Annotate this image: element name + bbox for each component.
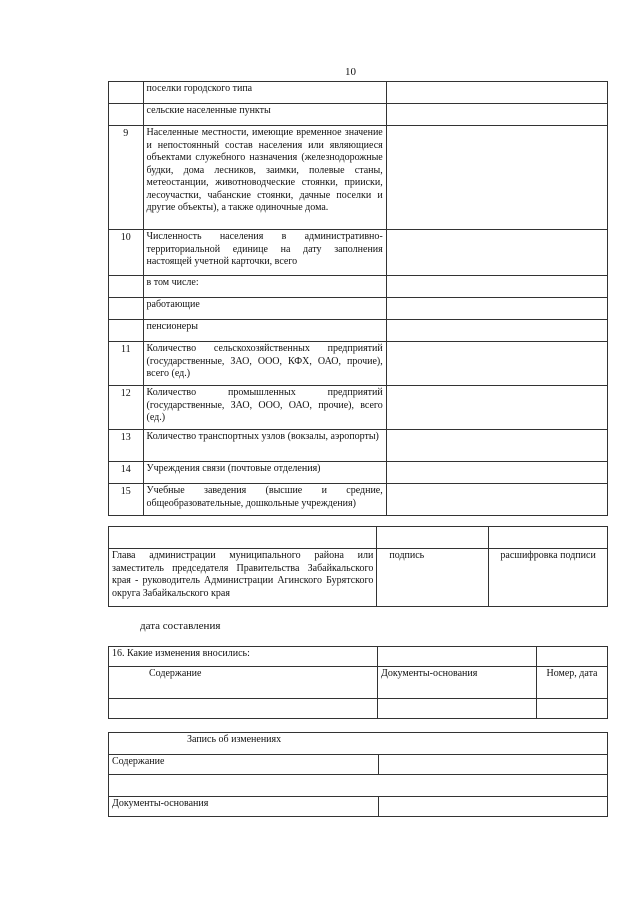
value-cell[interactable] <box>386 342 607 386</box>
table-row <box>109 320 608 342</box>
record-documents-value[interactable] <box>378 797 607 817</box>
value-cell[interactable] <box>386 82 607 104</box>
table-row <box>109 276 608 298</box>
change-record-table <box>108 732 608 817</box>
table-row <box>109 82 608 104</box>
row-number <box>109 104 144 126</box>
value-cell[interactable] <box>386 386 607 430</box>
row-text: Учебные заведения (высшие и средние, общеобразовательные, дошкольные учреждения) <box>143 484 386 516</box>
value-cell[interactable] <box>386 126 607 230</box>
table-row <box>109 484 608 516</box>
table-row <box>109 386 608 430</box>
table-row <box>109 126 608 230</box>
row-text: Учреждения связи (почтовые отделения) <box>143 462 386 484</box>
value-cell[interactable] <box>386 276 607 298</box>
table-row <box>109 430 608 462</box>
row-number: 15 <box>109 484 144 516</box>
row-text: работающие <box>143 298 386 320</box>
signature-label: подпись <box>377 549 489 607</box>
decoding-label: расшифровка подписи <box>489 549 608 607</box>
row-number <box>109 276 144 298</box>
record-content-value[interactable] <box>378 755 607 775</box>
col-number-date: Номер, дата <box>537 667 608 699</box>
change-record-title: Запись об изменениях <box>109 733 608 755</box>
row-text: Количество промышленных предприятий (государственные, ЗАО, ООО, ОАО, прочие), всего (ед.) <box>143 386 386 430</box>
value-cell[interactable] <box>386 298 607 320</box>
row-number: 9 <box>109 126 144 230</box>
blank-cell <box>109 527 377 549</box>
row-text: Количество сельскохозяйственных предприятий (государственные, ЗАО, ООО, КФХ, ОАО, прочие), всего (ед.) <box>143 342 386 386</box>
changes-title: 16. Какие изменения вносились: <box>109 647 378 667</box>
changes-table <box>108 646 608 719</box>
row-text: поселки городского типа <box>143 82 386 104</box>
record-content-label: Содержание <box>109 755 379 775</box>
blank-cell <box>377 527 489 549</box>
value-cell[interactable] <box>386 104 607 126</box>
blank-cell <box>378 647 537 667</box>
row-text: сельские населенные пункты <box>143 104 386 126</box>
row-number <box>109 298 144 320</box>
official-position: Глава администрации муниципального района или заместитель председателя Правительства Забайкальского края - руководитель Администрации Агинского Бурятского округа Забайкальского края <box>109 549 377 607</box>
documents-cell[interactable] <box>378 699 537 719</box>
row-text: Населенные местности, имеющие временное значение и непостоянный состав населения или являющиеся объектами служебного назначения (железнодорожные будки, дома лесников, заимки, полевые станы, метеостанции, животноводческие стоянки, прииски, лесоучастки, чабанские стоянки, дачные поселки и другие объекты), а также одиночные дома. <box>143 126 386 230</box>
row-number: 11 <box>109 342 144 386</box>
row-number: 10 <box>109 230 144 276</box>
col-content: Содержание <box>109 667 378 699</box>
row-text: в том числе: <box>143 276 386 298</box>
row-number: 12 <box>109 386 144 430</box>
row-number <box>109 82 144 104</box>
row-text: Количество транспортных узлов (вокзалы, аэропорты) <box>143 430 386 462</box>
table-row <box>109 104 608 126</box>
number-date-cell[interactable] <box>537 699 608 719</box>
blank-cell <box>537 647 608 667</box>
row-number: 14 <box>109 462 144 484</box>
date-label: дата составления <box>140 620 221 632</box>
table-row <box>109 298 608 320</box>
table-row <box>109 230 608 276</box>
blank-cell <box>489 527 608 549</box>
row-text: пенсионеры <box>143 320 386 342</box>
value-cell[interactable] <box>386 484 607 516</box>
value-cell[interactable] <box>386 462 607 484</box>
value-cell[interactable] <box>386 320 607 342</box>
content-cell[interactable] <box>109 699 378 719</box>
col-documents: Документы-основания <box>378 667 537 699</box>
table-row <box>109 462 608 484</box>
value-cell[interactable] <box>386 430 607 462</box>
row-text: Численность населения в административно-территориальной единице на дату заполнения настоящей учетной карточки, всего <box>143 230 386 276</box>
page-number: 10 <box>345 66 356 78</box>
row-number <box>109 320 144 342</box>
blank-cell <box>109 775 608 797</box>
value-cell[interactable] <box>386 230 607 276</box>
signature-table <box>108 526 608 607</box>
table-row <box>109 342 608 386</box>
record-documents-label: Документы-основания <box>109 797 379 817</box>
indicators-table <box>108 81 608 516</box>
row-number: 13 <box>109 430 144 462</box>
